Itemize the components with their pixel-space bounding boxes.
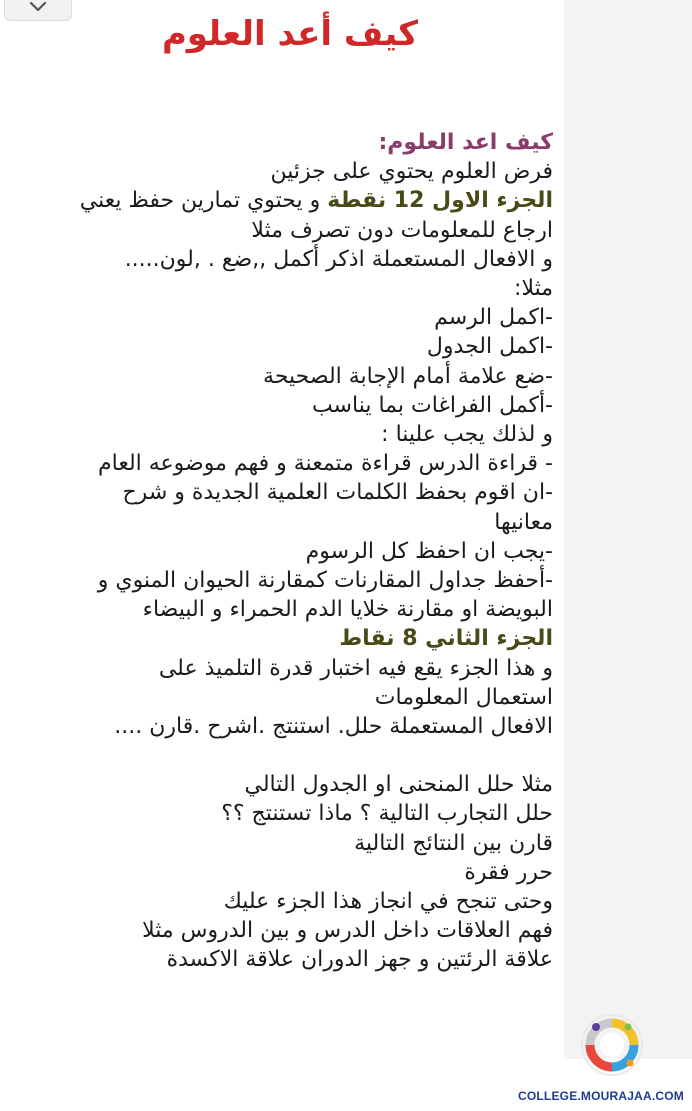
text-line: الافعال المستعملة حلل. استنتج .اشرح .قارن .... [114, 714, 553, 740]
list-item: -ضع علامة أمام الإجابة الصحيحة [263, 363, 553, 389]
text-line: استعمال المعلومات [374, 684, 553, 710]
text-line: حرر فقرة [464, 859, 553, 885]
page-title: كيف أعد العلوم [161, 14, 419, 54]
list-item: -ان اقوم بحفظ الكلمات العلمية الجديدة و شرح [122, 480, 553, 506]
text-line-rest: و يحتوي تمارين حفظ يعني [79, 188, 328, 214]
text-line: فرض العلوم يحتوي على جزئين [270, 159, 553, 185]
site-name: COLLEGE.MOURAJAA.COM [518, 1089, 684, 1103]
blank-line [0, 741, 553, 770]
text-line: وحتى تنجح في انجاز هذا الجزء عليك [223, 889, 553, 915]
text-line: و الافعال المستعملة اذكر أكمل ,,ضع . ,لون..... [124, 246, 553, 272]
right-margin-strip [564, 0, 692, 1060]
text-line: البويضة او مقارنة خلايا الدم الحمراء و البيضاء [142, 597, 553, 623]
text-line [0, 186, 553, 215]
list-item: -أحفظ جداول المقارنات كمقارنة الحيوان المنوي و [97, 568, 553, 594]
text-line: حلل التجارب التالية ؟ ماذا تستنتج ؟؟ [221, 801, 553, 827]
part-two-label: الجزء الثاني 8 نقاط [339, 626, 553, 652]
chevron-down-icon [28, 0, 48, 14]
text-line: و لذلك يجب علينا : [381, 422, 553, 448]
text-line: مثلا: [514, 276, 553, 302]
text-line: ارجاع للمعلومات دون تصرف مثلا [251, 217, 553, 243]
article-body [0, 128, 553, 975]
text-line: معانيها [494, 509, 553, 535]
text-line: فهم العلاقات داخل الدرس و بين الدروس مثلا [142, 918, 553, 944]
list-item: -أكمل الفراغات بما يناسب [311, 392, 553, 418]
section-heading: كيف اعد العلوم: [378, 130, 553, 155]
list-item: - قراءة الدرس قراءة متمعنة و فهم موضوعه العام [98, 451, 553, 477]
text-line: علاقة الرئتين و جهز الدوران علاقة الاكسدة [166, 947, 553, 973]
list-item: -يجب ان احفظ كل الرسوم [305, 538, 553, 564]
part-one-label: الجزء الاول 12 نقطة [327, 188, 553, 214]
text-line: مثلا حلل المنحنى او الجدول التالي [244, 772, 553, 798]
list-item: -اكمل الجدول [426, 334, 553, 360]
text-line: و هذا الجزء يقع فيه اختبار قدرة التلميذ على [158, 655, 553, 681]
text-line: قارن بين النتائج التالية [354, 830, 553, 856]
list-item: -اكمل الرسم [434, 305, 553, 331]
site-logo-icon [572, 1005, 652, 1085]
